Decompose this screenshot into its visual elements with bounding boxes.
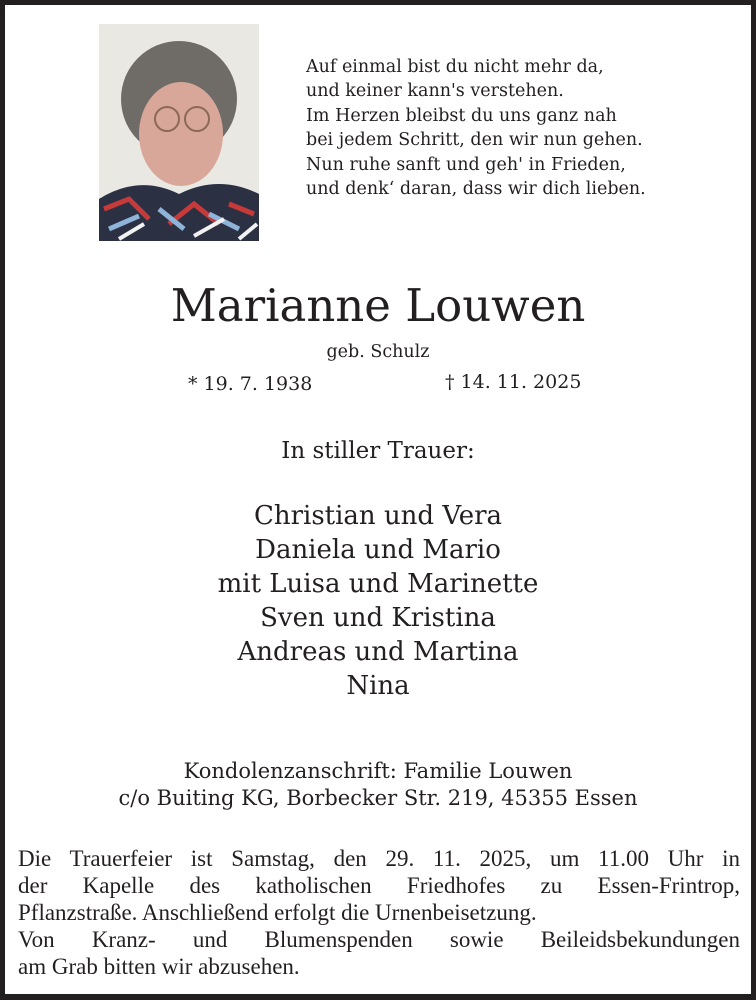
family-member: Nina — [346, 671, 410, 701]
condolence-address — [5, 758, 751, 812]
funeral-notice — [18, 845, 740, 980]
portrait-photo — [99, 24, 259, 241]
poem-line: und denk‘ daran, dass wir dich lieben. — [306, 179, 646, 200]
notice-line: Pflanzstraße. Anschließend erfolgt die Urnenbeisetzung. — [18, 900, 537, 925]
family-member: Sven und Kristina — [260, 603, 496, 633]
condolence-line: c/o Buiting KG, Borbecker Str. 219, 45355 Essen — [118, 786, 638, 810]
family-list — [5, 499, 751, 703]
deceased-name: Marianne Louwen — [170, 279, 586, 332]
family-member: Andreas und Martina — [237, 637, 519, 667]
portrait-image-icon — [99, 24, 259, 241]
poem-line: bei jedem Schritt, den wir nun gehen. — [306, 130, 643, 151]
mourning-heading: In stiller Trauer: — [281, 438, 475, 464]
notice-line: am Grab bitten wir abzusehen. — [18, 954, 300, 979]
family-member: Christian und Vera — [253, 501, 503, 531]
poem — [306, 55, 646, 201]
maiden-name: geb. Schulz — [326, 342, 430, 362]
family-member: Daniela und Mario — [255, 535, 501, 565]
condolence-line: Kondolenzanschrift: Familie Louwen — [183, 759, 573, 783]
poem-line: Im Herzen bleibst du uns ganz nah — [306, 105, 617, 126]
obituary-card — [5, 5, 751, 994]
notice-line: Von Kranz- und Blumenspenden sowie Beileidsbekundungen — [18, 927, 740, 952]
poem-line: Nun ruhe sanft und geh' in Frieden, — [306, 154, 626, 175]
poem-line: und keiner kann's verstehen. — [306, 81, 564, 102]
notice-line: der Kapelle des katholischen Friedhofes zu Essen-Frintrop, — [18, 873, 740, 898]
death-date: † 14. 11. 2025 — [445, 371, 582, 393]
family-member: mit Luisa und Marinette — [217, 569, 539, 599]
poem-line: Auf einmal bist du nicht mehr da, — [306, 57, 604, 77]
birth-date: * 19. 7. 1938 — [188, 373, 313, 395]
notice-line: Die Trauerfeier ist Samstag, den 29. 11. 2025, um 11.00 Uhr in — [18, 846, 740, 871]
